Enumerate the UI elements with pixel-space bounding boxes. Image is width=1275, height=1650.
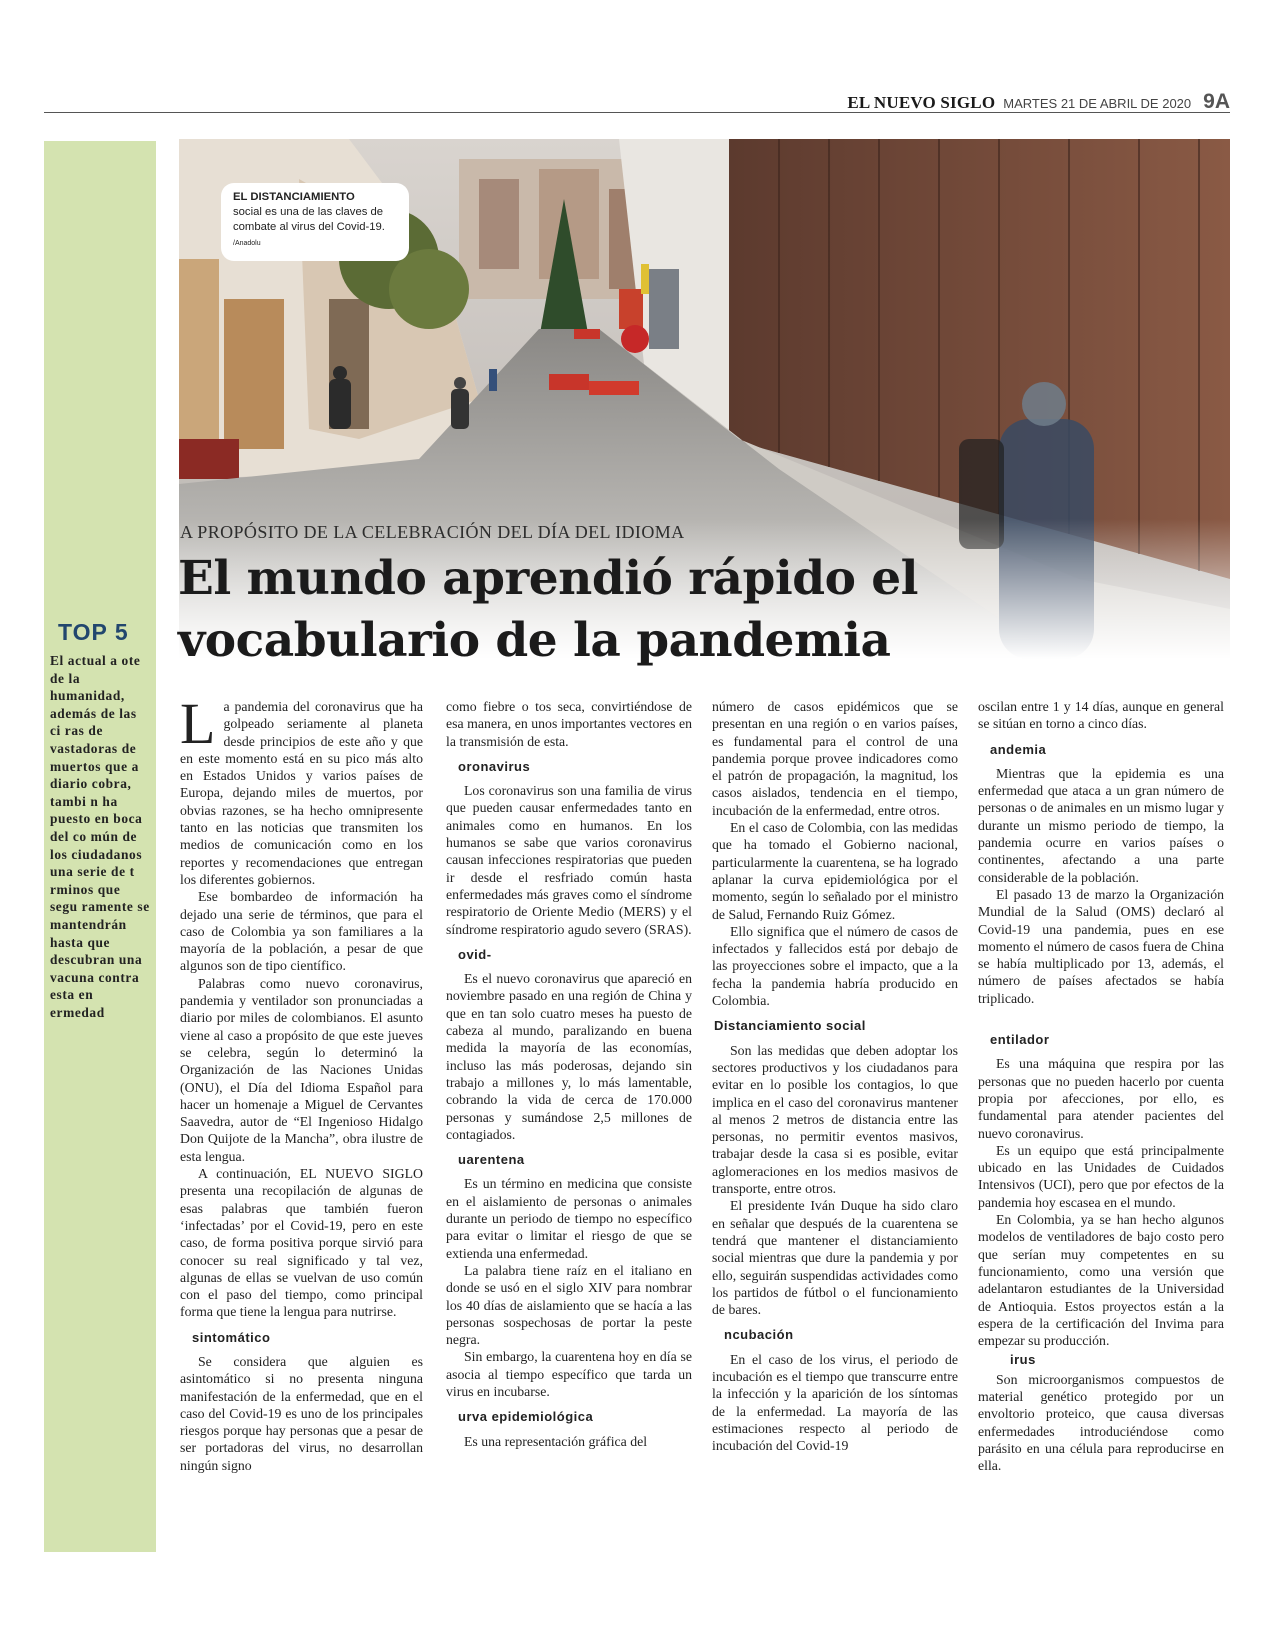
caption-credit: /Anadolu [233, 240, 261, 247]
drop-cap: L [180, 691, 216, 756]
page-number: 9A [1203, 90, 1230, 113]
newspaper-brand: EL NUEVO SIGLO [847, 93, 996, 112]
paragraph [180, 691, 423, 888]
issue-date: MARTES 21 DE ABRIL DE 2020 [1003, 96, 1192, 111]
paragraph: Es el nuevo coronavirus que apareció en noviembre pasado en una región de China y que en tan solo cuatro meses ha puesto de cabeza al mundo, paralizando en buena medida la mayoría de las economías, incluso las más poderosas, dejando sin trabajo a millones y, lo más lamentable, cobrando la vida de cerca de 170.000 personas y sumándose 2,5 millones de contagiados. [446, 971, 692, 1142]
paragraph: La palabra tiene raíz en el italiano en donde se usó en el siglo XIV para nombrar los 40 días de aislamiento que se hacía a las personas sospechosas de portar la peste negra. [446, 1262, 692, 1348]
paragraph: El pasado 13 de marzo la Organización Mundial de la Salud (OMS) declaró al Covid-19 una pandemia, pues en ese momento el número de casos fuera de China se había multiplicado por 13, además, el número de países afectados se había triplicado. [978, 886, 1224, 1006]
sidebar-text: El actual a ote de la humanidad, además de las ci ras de vastadoras de muertos que a diario cobra, tambi n ha puesto en boca del co mún de los ciudadanos una serie de t rminos que segu ramente se mantendrán hasta que descubran una vacuna contra esta en ermedad [50, 653, 150, 1020]
article-kicker: A PROPÓSITO DE LA CELEBRACIÓN DEL DÍA DEL IDIOMA [180, 522, 685, 542]
caption-head: EL DISTANCIAMIENTO [233, 191, 355, 203]
paragraph: Es un equipo que está principalmente ubicado en las Unidades de Cuidados Intensivos (UCI), pero que por efectos de la pandemia hoy escasea en el mundo. [978, 1142, 1224, 1210]
paragraph: Palabras como nuevo coronavirus, pandemia y ventilador son pronunciadas a diario por miles de colombianos. El asunto viene al caso a propósito de que este jueves se celebra, según lo determinó la Organización de las Naciones Unidas (ONU), el Día del Idioma Español para hacer un homenaje a Miguel de Cervantes Saavedra, autor de “El Ingenioso Hidalgo Don Quijote de la Mancha”, obra ilustre de esta lengua. [180, 975, 423, 1164]
paragraph: Mientras que la epidemia es una enfermedad que ataca a un gran número de personas o de animales en un mismo lugar y durante un mismo periodo de tiempo, la pandemia ocurre en varios países o continentes, afectando a una parte considerable de la población. [978, 765, 1224, 885]
subheading: entilador [990, 1032, 1050, 1048]
subheading: ovid- [458, 946, 492, 962]
subheading: sintomático [192, 1329, 271, 1345]
paragraph: A continuación, EL NUEVO SIGLO presenta una recopilación de algunas de esas palabras que también fueron ‘infectadas’ por el Covid-19, pero en este caso, de forma positiva porque sirvió para conocer su real significado y tal vez, algunas de ellas se vuelvan de uso común con el paso del tiempo, como principal forma que tiene la lengua para nutrirse. [180, 1166, 423, 1320]
paragraph: Se considera que alguien es asintomático si no presenta ninguna manifestación de la enfermedad, que en el caso del Covid-19 es uno de los principales riesgos porque hay personas que a pesar de ser portadoras del virus, no desarrollan ningún signo [180, 1353, 423, 1473]
sidebar-top5 [44, 141, 156, 1552]
paragraph: oscilan entre 1 y 14 días, aunque en general se sitúan en torno a cinco días. [978, 699, 1224, 732]
paragraph: El presidente Iván Duque ha sido claro en señalar que después de la cuarentena se tendrá que mantener el distanciamiento social mientras que dure la pandemia y por ello, seguirán suspendidas actividades como los partidos de fútbol o el funcionamiento de bares. [712, 1198, 958, 1318]
paragraph: Es una máquina que respira por las personas que no pueden hacerlo por cuenta propia por afecciones, por ello, es fundamental para atender pacientes del nuevo coronavirus. [978, 1056, 1224, 1141]
paragraph: Ello significa que el número de casos de infectados y fallecidos está por debajo de las proyecciones sobre el impacto, que a la fecha la pandemia habría producido en Colombia. [712, 923, 958, 1009]
subheading: uarentena [458, 1152, 525, 1168]
paragraph: En el caso de los virus, el periodo de incubación es el tiempo que transcurre entre la infección y la aparición de los síntomas de la enfermedad. La mayoría de las estimaciones respecto al periodo de incubación del Covid-19 [712, 1351, 958, 1454]
subheading: urva epidemiológica [458, 1409, 594, 1425]
subheading: oronavirus [458, 758, 531, 774]
paragraph: En el caso de Colombia, con las medidas que ha tomado el Gobierno nacional, particularmente la cuarentena, se ha logrado aplanar la curva epidemiológica por el momento, según lo señalado por el ministro de Salud, Fernando Ruiz Gómez. [712, 820, 958, 922]
subheading: ncubación [724, 1327, 794, 1343]
caption-body: social es una de las claves de combate al virus del Covid-19. [233, 206, 385, 233]
paragraph: Ese bombardeo de información ha dejado una serie de términos, que para el caso de Colombia ya son familiares a la mayoría de la población, a pesar de que algunos son de tipo científico. [180, 889, 423, 974]
paragraph: Son microorganismos compuestos de material genético protegido por un envoltorio proteico, que causa diversas enfermedades introduciéndose como parásito en una célula para reproducirse en ella. [978, 1371, 1224, 1474]
article-column-2 [446, 698, 692, 1450]
subheading: andemia [990, 741, 1047, 757]
article-column-4 [978, 698, 1224, 1474]
subheading: irus [1010, 1352, 1036, 1368]
paragraph: Son las medidas que deben adoptar los sectores productivos y los ciudadanos para evitar en lo posible los contagios, lo que implica en el caso del coronavirus mantener al menos 2 metros de distancia entre las personas, no permitir eventos masivos, trabajar desde la casa si es posible, evitar aglomeraciones en los medios masivos de transporte, entre otros. [712, 1042, 958, 1197]
paragraph: número de casos epidémicos que se presentan en una región o en varios países, es fundamental para el control de una pandemia porque provee indicadores como el patrón de propagación, la magnitud, los casos aislados, tendencia en el tiempo, incubación de la enfermedad, entre otros. [712, 699, 958, 818]
paragraph-text: a pandemia del coronavirus que ha golpeado seriamente al planeta desde principios de este año y que en este momento está en su pico más alto en Estados Unidos y varios países de Europa, dejando miles de muertos, por obvias razones, se ha hecho omnipresente tanto en las noticias que transmiten los medios de comunicación como en los reportes y recomendaciones que entregan los diferentes gobiernos. [180, 699, 423, 887]
paragraph: En Colombia, ya se han hecho algunos modelos de ventiladores de bajo costo pero que serían muy competentes en su funcionamiento, como una versión que adelantaron estudiantes de la Universidad de Antioquia. Estos proyectos están a la espera de la certificación del Invima para empezar su producción. [978, 1212, 1224, 1349]
article-column-1 [180, 691, 423, 1474]
paragraph: Es una representación gráfica del [464, 1433, 648, 1449]
paragraph: Los coronavirus son una familia de virus que pueden causar enfermedades tanto en animales como en humanos. En los humanos se sabe que varios coronavirus causan infecciones respiratorias que pueden ir desde el resfriado común hasta enfermedades más graves como el síndrome respiratorio de Oriente Medio (MERS) y el síndrome respiratorio agudo severo (SRAS). [446, 783, 692, 937]
photo-caption [221, 183, 409, 261]
sidebar-title: TOP 5 [58, 619, 129, 645]
header-info [847, 90, 1230, 114]
paragraph: Es un término en medicina que consiste en el aislamiento de personas o animales durante un periodo de tiempo no específico para evitar o limitar el riesgo de que se extienda una enfermedad. [446, 1176, 692, 1261]
paragraph: como fiebre o tos seca, convirtiéndose de esa manera, en unos importantes vectores en la transmisión de esta. [446, 699, 692, 749]
article-column-3 [712, 698, 958, 1454]
page-header [44, 88, 1230, 113]
paragraph: Sin embargo, la cuarentena hoy en día se asocia al tiempo específico que tarda un virus en incubarse. [446, 1349, 692, 1399]
subheading: Distanciamiento social [714, 1018, 866, 1034]
article-headline: El mundo aprendió rápido el vocabulario de la pandemia [178, 551, 919, 668]
